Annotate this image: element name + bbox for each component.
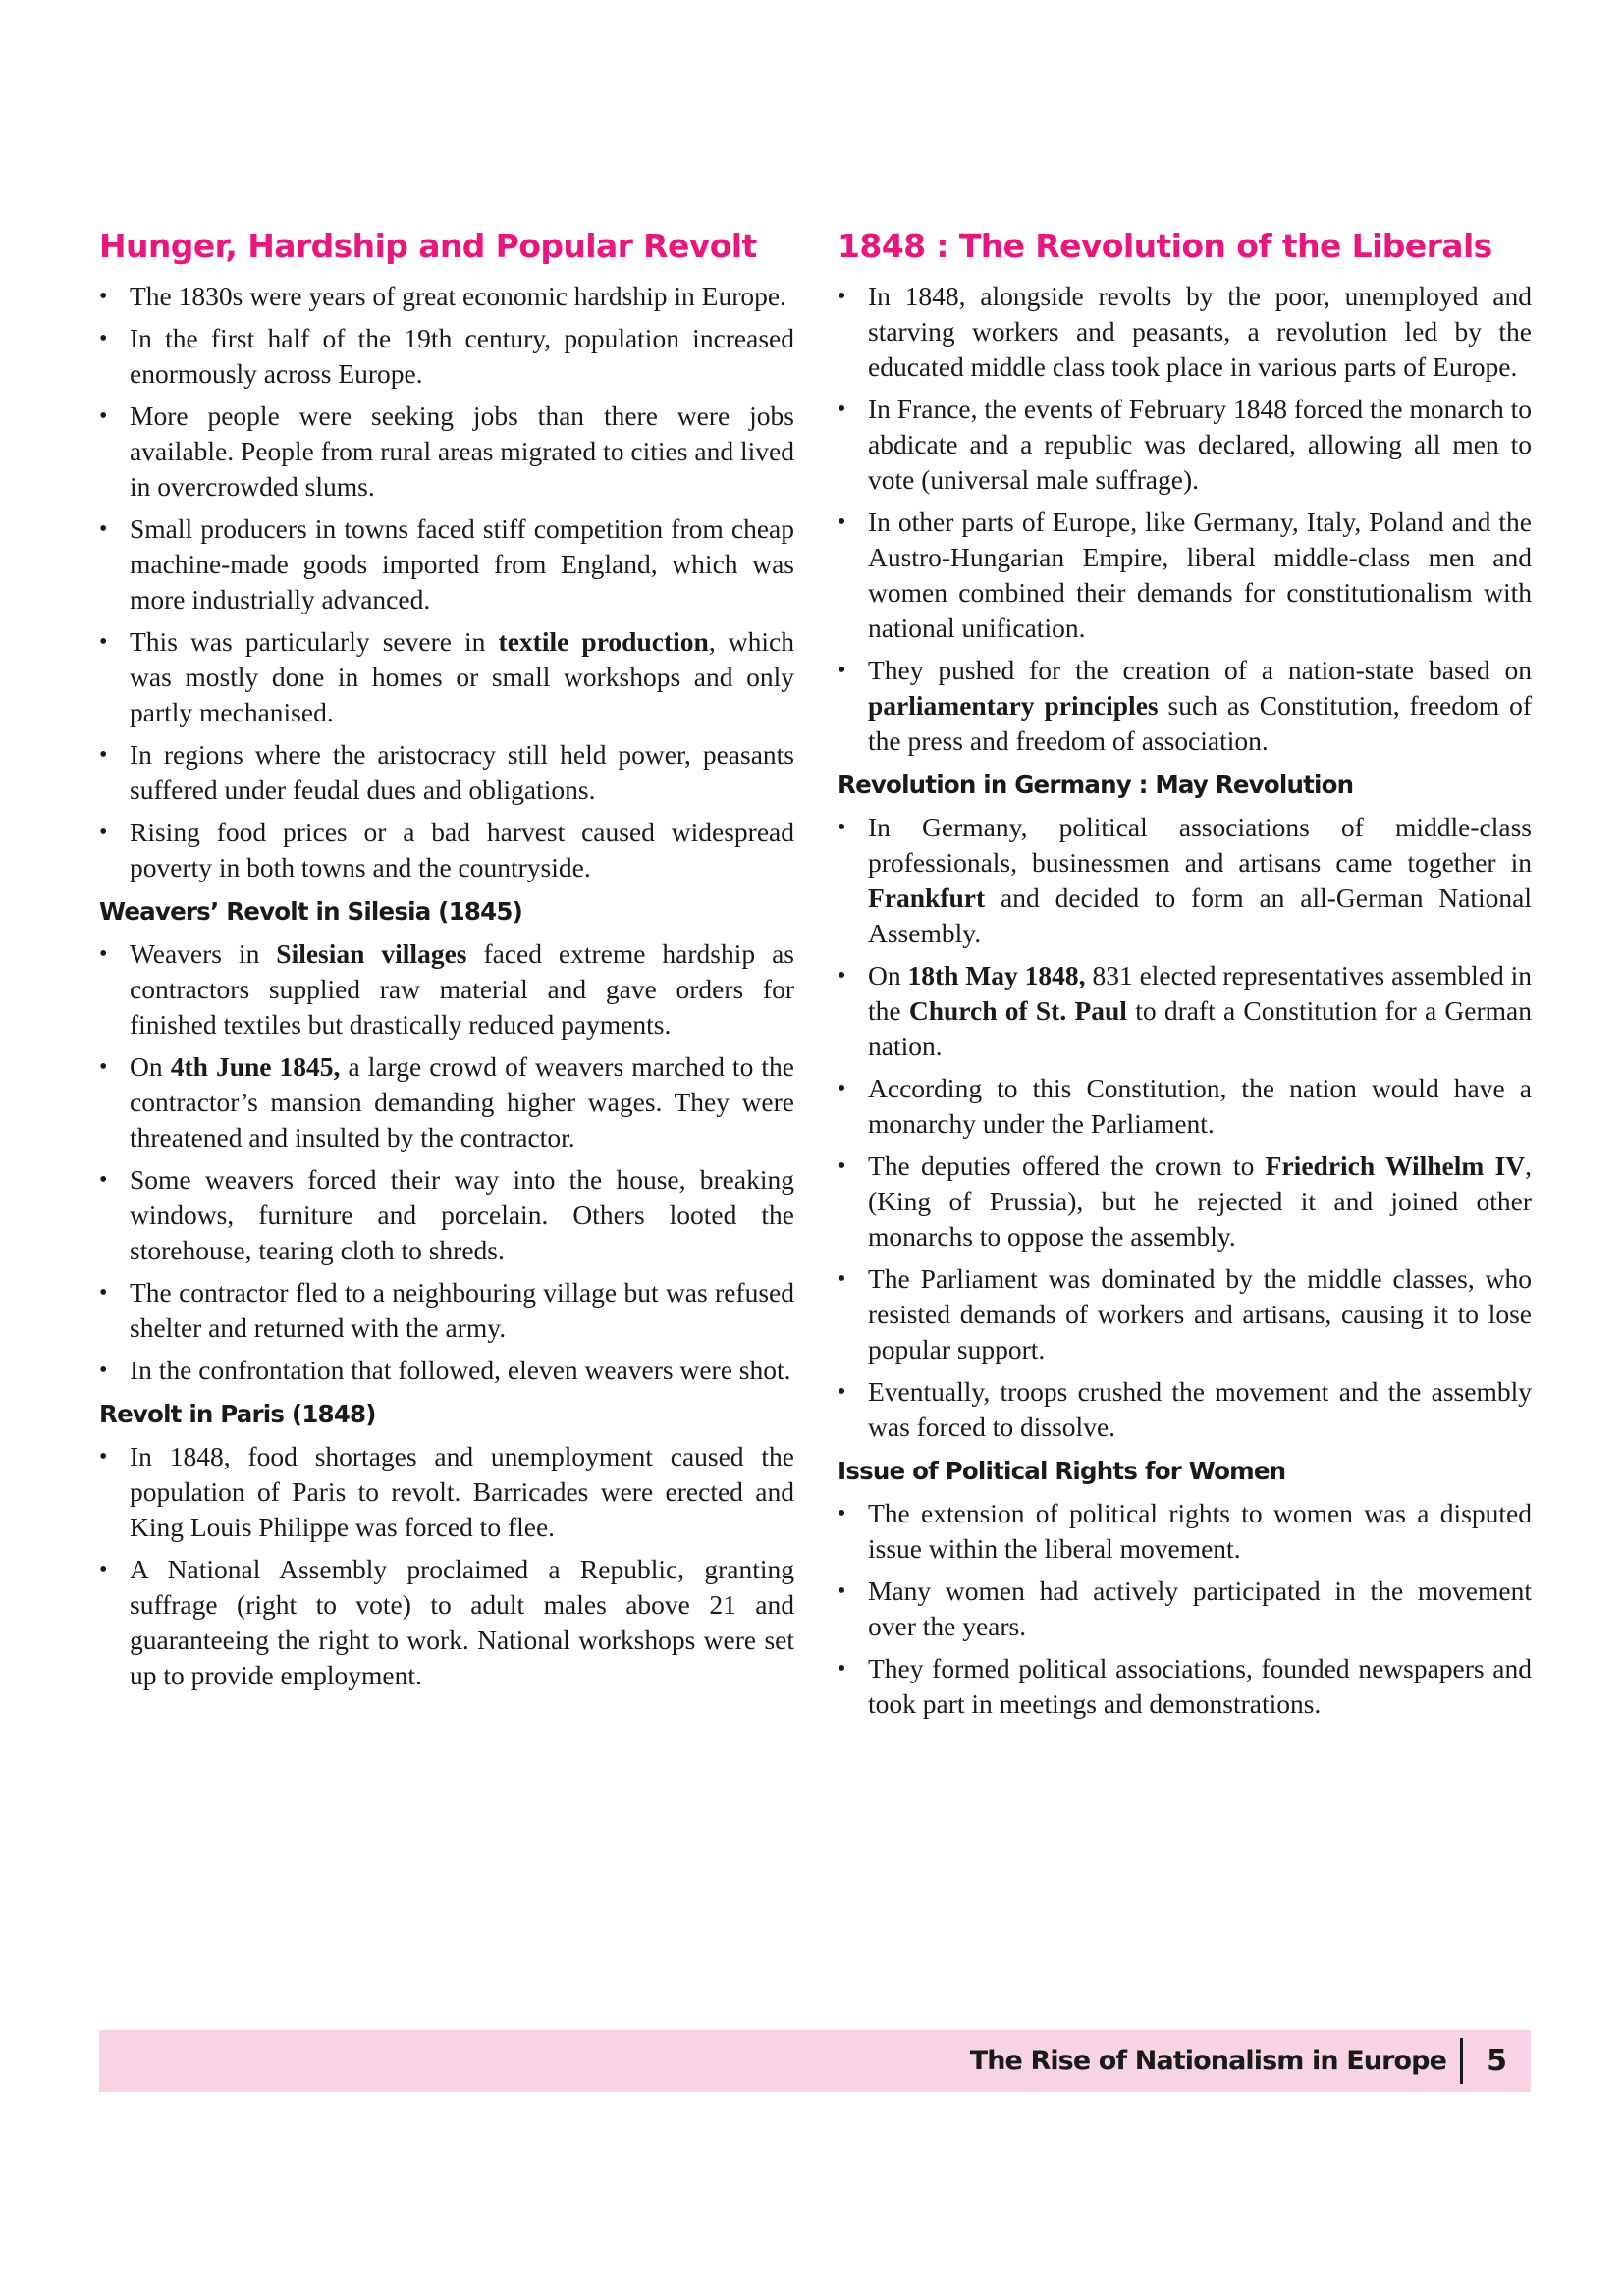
bullet-text: and decided to form an all-German National Assembly. [868,882,1532,948]
section-heading-hunger: Hunger, Hardship and Popular Revolt [99,227,757,265]
bold-term: Silesian villages [276,938,467,969]
subheading-weavers-revolt: Weavers’ Revolt in Silesia (1845) [99,897,522,926]
bullet-text: 831 elected representatives assembled in the [868,960,1532,1026]
bullet-item [99,936,794,1042]
bold-term: Church of St. Paul [908,995,1127,1026]
bullet-text: Eventually, troops crushed the movement and the assembly was forced to dissolve. [868,1376,1532,1442]
bold-term: parliamentary principles [868,690,1159,721]
subheading-paris-revolt: Revolt in Paris (1848) [99,1400,376,1428]
bullet-text: The extension of political rights to women was a disputed issue within the liberal movement. [868,1498,1532,1564]
liberals-bullet-list [838,279,1532,759]
bold-term: textile production [498,626,709,657]
left-column [99,224,794,1700]
paris-bullet-list [99,1439,794,1693]
bullet-item [99,624,794,730]
page-number: 5 [1487,2044,1507,2078]
bullet-text: Rising food prices or a bad harvest caused widespread poverty in both towns and the countryside. [130,817,794,882]
bullet-item [838,1148,1532,1255]
bullet-item [99,511,794,617]
bullet-text: A National Assembly proclaimed a Republic, granting suffrage (right to vote) to adult males above 21 and guaranteeing the right to work. National workshops were set up to provide employment. [130,1554,794,1690]
bullet-text: to draft a Constitution for a German nation. [868,995,1532,1061]
subheading-germany-revolution: Revolution in Germany : May Revolution [838,771,1354,799]
bullet-text: Small producers in towns faced stiff competition from cheap machine-made goods imported from England, which was more industrially advanced. [130,513,794,614]
bullet-text: such as Constitution, freedom of the press and freedom of association. [868,690,1532,756]
bullet-text: In other parts of Europe, like Germany, Italy, Poland and the Austro-Hungarian Empire, liberal middle-class men and women combined their demands for constitutionalism with national unification. [868,507,1532,643]
bullet-item [838,392,1532,498]
bullet-text: , (King of Prussia), but he rejected it and joined other monarchs to oppose the assembly. [868,1150,1532,1252]
bullet-text: More people were seeking jobs than there were jobs available. People from rural areas migrated to cities and lived in overcrowded slums. [130,400,794,502]
bullet-item [99,1275,794,1346]
bullet-text: a large crowd of weavers marched to the contractor’s mansion demanding higher wages. They were threatened and insulted by the contractor. [130,1051,794,1152]
bullet-item [838,505,1532,646]
germany-bullet-list [838,810,1532,1445]
bullet-item [838,958,1532,1064]
bullet-text: In the confrontation that followed, eleven weavers were shot. [130,1355,791,1385]
weavers-bullet-list [99,936,794,1388]
bullet-text: They pushed for the creation of a nation-state based on [868,655,1532,685]
bullet-text: The contractor fled to a neighbouring village but was refused shelter and returned with the army. [130,1277,794,1343]
bullet-item [99,1552,794,1693]
bullet-text: On [868,960,908,990]
right-column [838,224,1532,1729]
bullet-item [99,1439,794,1545]
bullet-text: In 1848, food shortages and unemployment caused the population of Paris to revolt. Barricades were erected and King Louis Philippe was forced to flee. [130,1441,794,1542]
section-heading-liberals: 1848 : The Revolution of the Liberals [838,227,1492,265]
bold-term: 4th June 1845, [170,1051,341,1082]
bullet-text: In Germany, political associations of middle-class professionals, businessmen and artisans came together in [868,812,1532,878]
bullet-item [838,1574,1532,1644]
bullet-item [99,737,794,808]
page-footer [99,2030,1531,2092]
bullet-text: In France, the events of February 1848 forced the monarch to abdicate and a republic was declared, allowing all men to vote (universal male suffrage). [868,394,1532,495]
bullet-item [99,1049,794,1155]
bullet-item [99,1162,794,1268]
hunger-bullet-list [99,279,794,885]
footer-divider [1460,2038,1463,2084]
bullet-text: They formed political associations, founded newspapers and took part in meetings and demonstrations. [868,1653,1532,1719]
bullet-item [838,1071,1532,1142]
bullet-text: This was particularly severe in [130,626,499,657]
bullet-text: On [130,1051,171,1082]
bold-term: Frankfurt [868,882,986,913]
bullet-text: Many women had actively participated in the movement over the years. [868,1575,1532,1641]
bullet-text: faced extreme hardship as contractors supplied raw material and gave orders for finished textiles but drastically reduced payments. [130,938,794,1040]
bullet-item [838,810,1532,951]
bullet-item [838,1651,1532,1722]
bullet-item [838,279,1532,385]
bullet-item [99,815,794,885]
bullet-item [838,1374,1532,1445]
bullet-item [838,653,1532,759]
bullet-item [99,279,794,314]
bold-term: Friedrich Wilhelm IV [1265,1150,1526,1181]
bullet-text: In the first half of the 19th century, population increased enormously across Europe. [130,323,794,389]
subheading-women-rights: Issue of Political Rights for Women [838,1457,1286,1485]
bullet-text: The deputies offered the crown to [868,1150,1266,1181]
bullet-item [99,1353,794,1388]
bullet-text: In regions where the aristocracy still held power, peasants suffered under feudal dues and obligations. [130,739,794,805]
bullet-text: According to this Constitution, the nation would have a monarchy under the Parliament. [868,1073,1532,1139]
bold-term: 18th May 1848, [907,960,1086,990]
bullet-text: The Parliament was dominated by the middle classes, who resisted demands of workers and artisans, causing it to lose popular support. [868,1263,1532,1364]
bullet-text: The 1830s were years of great economic hardship in Europe. [130,281,786,311]
bullet-item [838,1261,1532,1367]
bullet-text: , which was mostly done in homes or small workshops and only partly mechanised. [130,626,794,727]
footer-chapter-title: The Rise of Nationalism in Europe [969,2046,1446,2076]
bullet-text: Some weavers forced their way into the house, breaking windows, furniture and porcelain. Others looted the storehouse, tearing cloth to shreds. [130,1164,794,1265]
bullet-item [838,1496,1532,1567]
women-bullet-list [838,1496,1532,1722]
bullet-text: Weavers in [130,938,277,969]
bullet-item [99,321,794,392]
bullet-text: In 1848, alongside revolts by the poor, unemployed and starving workers and peasants, a revolution led by the educated middle class took place in various parts of Europe. [868,281,1532,382]
bullet-item [99,399,794,505]
